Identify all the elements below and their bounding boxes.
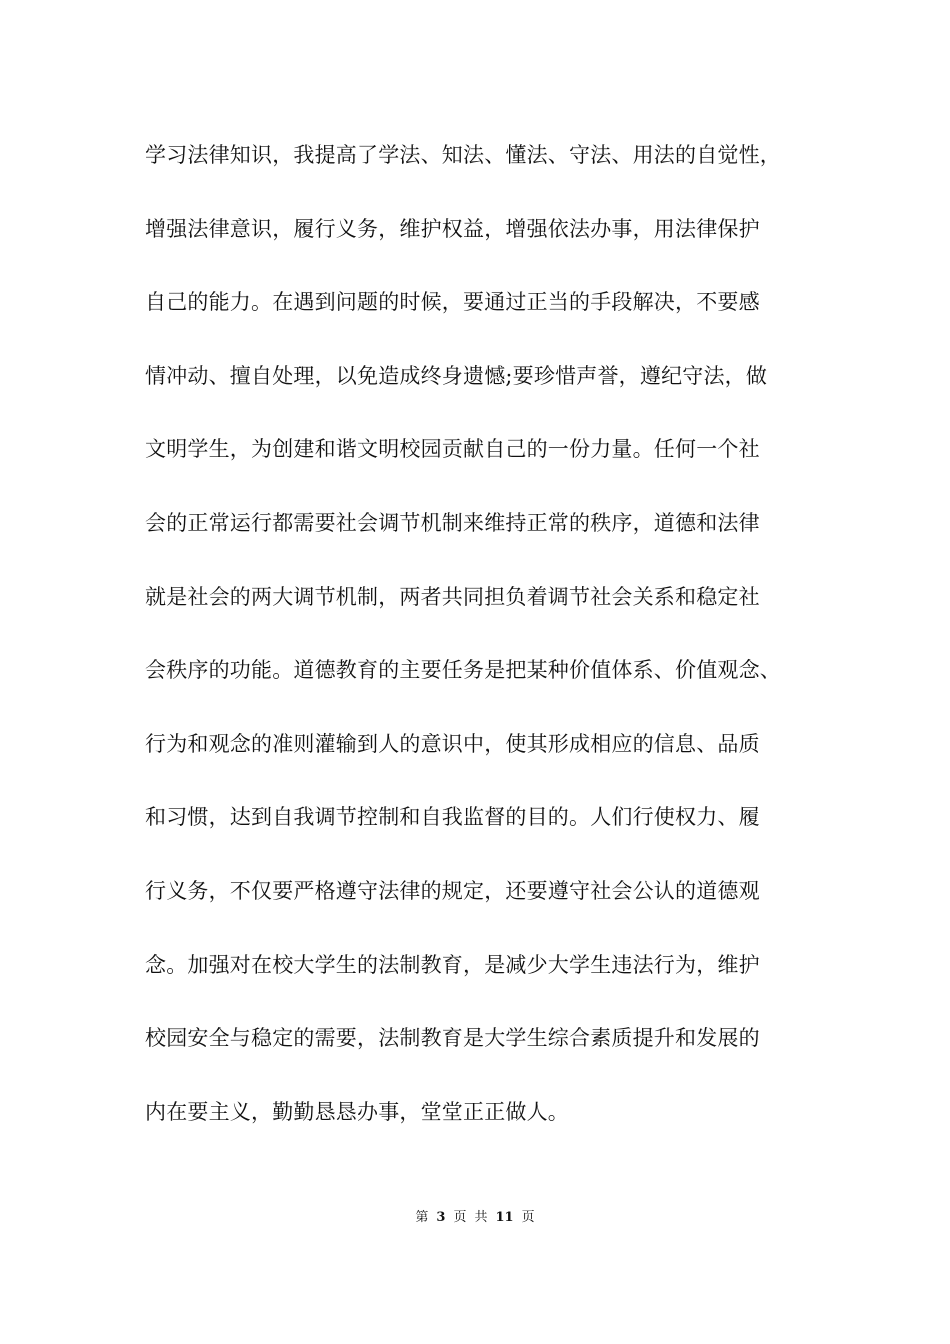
text-line-4: 情冲动、擅自处理，以免造成终身遗憾;要珍惜声誉，遵纪守法，做: [145, 363, 768, 388]
text-line-8: 会秩序的功能。道德教育的主要任务是把某种价值体系、价值观念、: [145, 658, 781, 683]
text-line-3: 自己的能力。在遇到问题的时候，要通过正当的手段解决，不要感: [145, 290, 760, 315]
footer-suffix: 页: [521, 1210, 535, 1225]
footer-page-word: 页: [453, 1210, 467, 1225]
text-line-5: 文明学生，为创建和谐文明校园贡献自己的一份力量。任何一个社: [145, 437, 760, 462]
text-line-10: 和习惯，达到自我调节控制和自我监督的目的。人们行使权力、履: [145, 805, 760, 830]
text-line-9: 行为和观念的准则灌输到人的意识中，使其形成相应的信息、品质: [145, 731, 760, 756]
text-line-13: 校园安全与稳定的需要，法制教育是大学生综合素质提升和发展的: [145, 1026, 760, 1051]
text-line-7: 就是社会的两大调节机制，两者共同担负着调节社会关系和稳定社: [145, 584, 760, 609]
footer-prefix: 第: [415, 1210, 429, 1225]
page-footer: [0, 1208, 950, 1228]
text-line-2: 增强法律意识，履行义务，维护权益，增强依法办事，用法律保护: [145, 216, 760, 241]
text-line-12: 念。加强对在校大学生的法制教育，是减少大学生违法行为，维护: [145, 952, 760, 977]
body-text: [145, 135, 835, 1165]
footer-total-pages: 11: [495, 1210, 514, 1225]
text-line-11: 行义务，不仅要严格遵守法律的规定，还要遵守社会公认的道德观: [145, 878, 760, 903]
text-line-1: 学习法律知识，我提高了学法、知法、懂法、守法、用法的自觉性，: [145, 143, 781, 167]
footer-page-number: 3: [436, 1210, 446, 1225]
text-line-6: 会的正常运行都需要社会调节机制来维持正常的秩序，道德和法律: [145, 510, 760, 535]
footer-total-word: 共: [474, 1210, 488, 1225]
text-line-14: 内在要主义，勤勤恳恳办事，堂堂正正做人。: [145, 1099, 569, 1124]
